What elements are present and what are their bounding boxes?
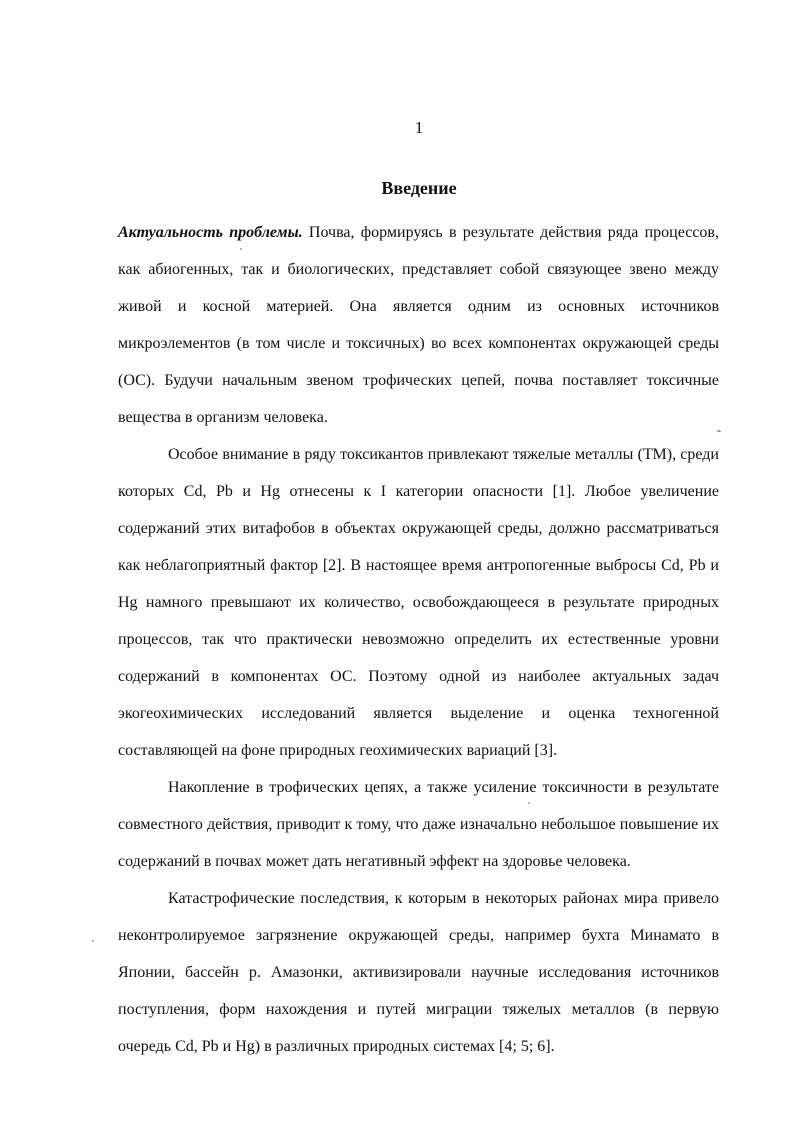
scan-speck <box>528 802 530 804</box>
paragraph-lead-term: Актуальность проблемы. <box>118 224 303 241</box>
paragraph-trophic-chains: Накопление в трофических цепях, а также усиление токсичности в результате совместного действия, приводит к тому, что даже изначально небольшое повышение их содержаний в почвах может дать негативный эффект на здоровье человека. <box>118 779 719 870</box>
scan-speck <box>240 248 242 250</box>
scan-speck <box>717 430 721 432</box>
paragraph-text: Почва, формируясь в результате действия ряда процессов, как абиогенных, так и биологических, представляет собой связующее звено между живой и косной материей. Она является одним из основных источников микроэлементов (в том числе и токсичных) во всех компонентах окружающей среды (ОС). Будучи начальным звеном трофических цепей, почва поставляет токсичные вещества в организм человека. <box>118 224 719 426</box>
paragraph-heavy-metals: Особое внимание в ряду токсикантов привлекают тяжелые металлы (ТМ), среди которых Cd, Pb и Hg отнесены к I категории опасности [1]. Любое увеличение содержаний этих витафобов в объектах окружающей среды, должно рассматриваться как неблагоприятный фактор [2]. В настоящее время антропогенные выбросы Cd, Pb и Hg намного превышают их количество, освобождающееся в результате природных процессов, так что практически невозможно определить их естественные уровни содержаний в компонентах ОС. Поэтому одной из наиболее актуальных задач экогеохимических исследований является выделение и оценка техногенной составляющей на фоне природных геохимических вариаций [3]. <box>118 446 719 759</box>
body-text <box>118 214 719 1065</box>
section-heading: Введение <box>381 178 457 198</box>
paragraph-relevance <box>118 214 719 436</box>
page-number: 1 <box>414 118 424 137</box>
scan-speck <box>92 940 94 942</box>
paragraph-catastrophic-consequences: Катастрофические последствия, к которым в некоторых районах мира привело неконтролируемое загрязнение окружающей среды, например бухта Минамато в Японии, бассейн р. Амазонки, активизировали научные исследования источников поступления, форм нахождения и путей миграции тяжелых металлов (в первую очередь Cd, Pb и Hg) в различных природных системах [4; 5; 6]. <box>118 890 719 1055</box>
